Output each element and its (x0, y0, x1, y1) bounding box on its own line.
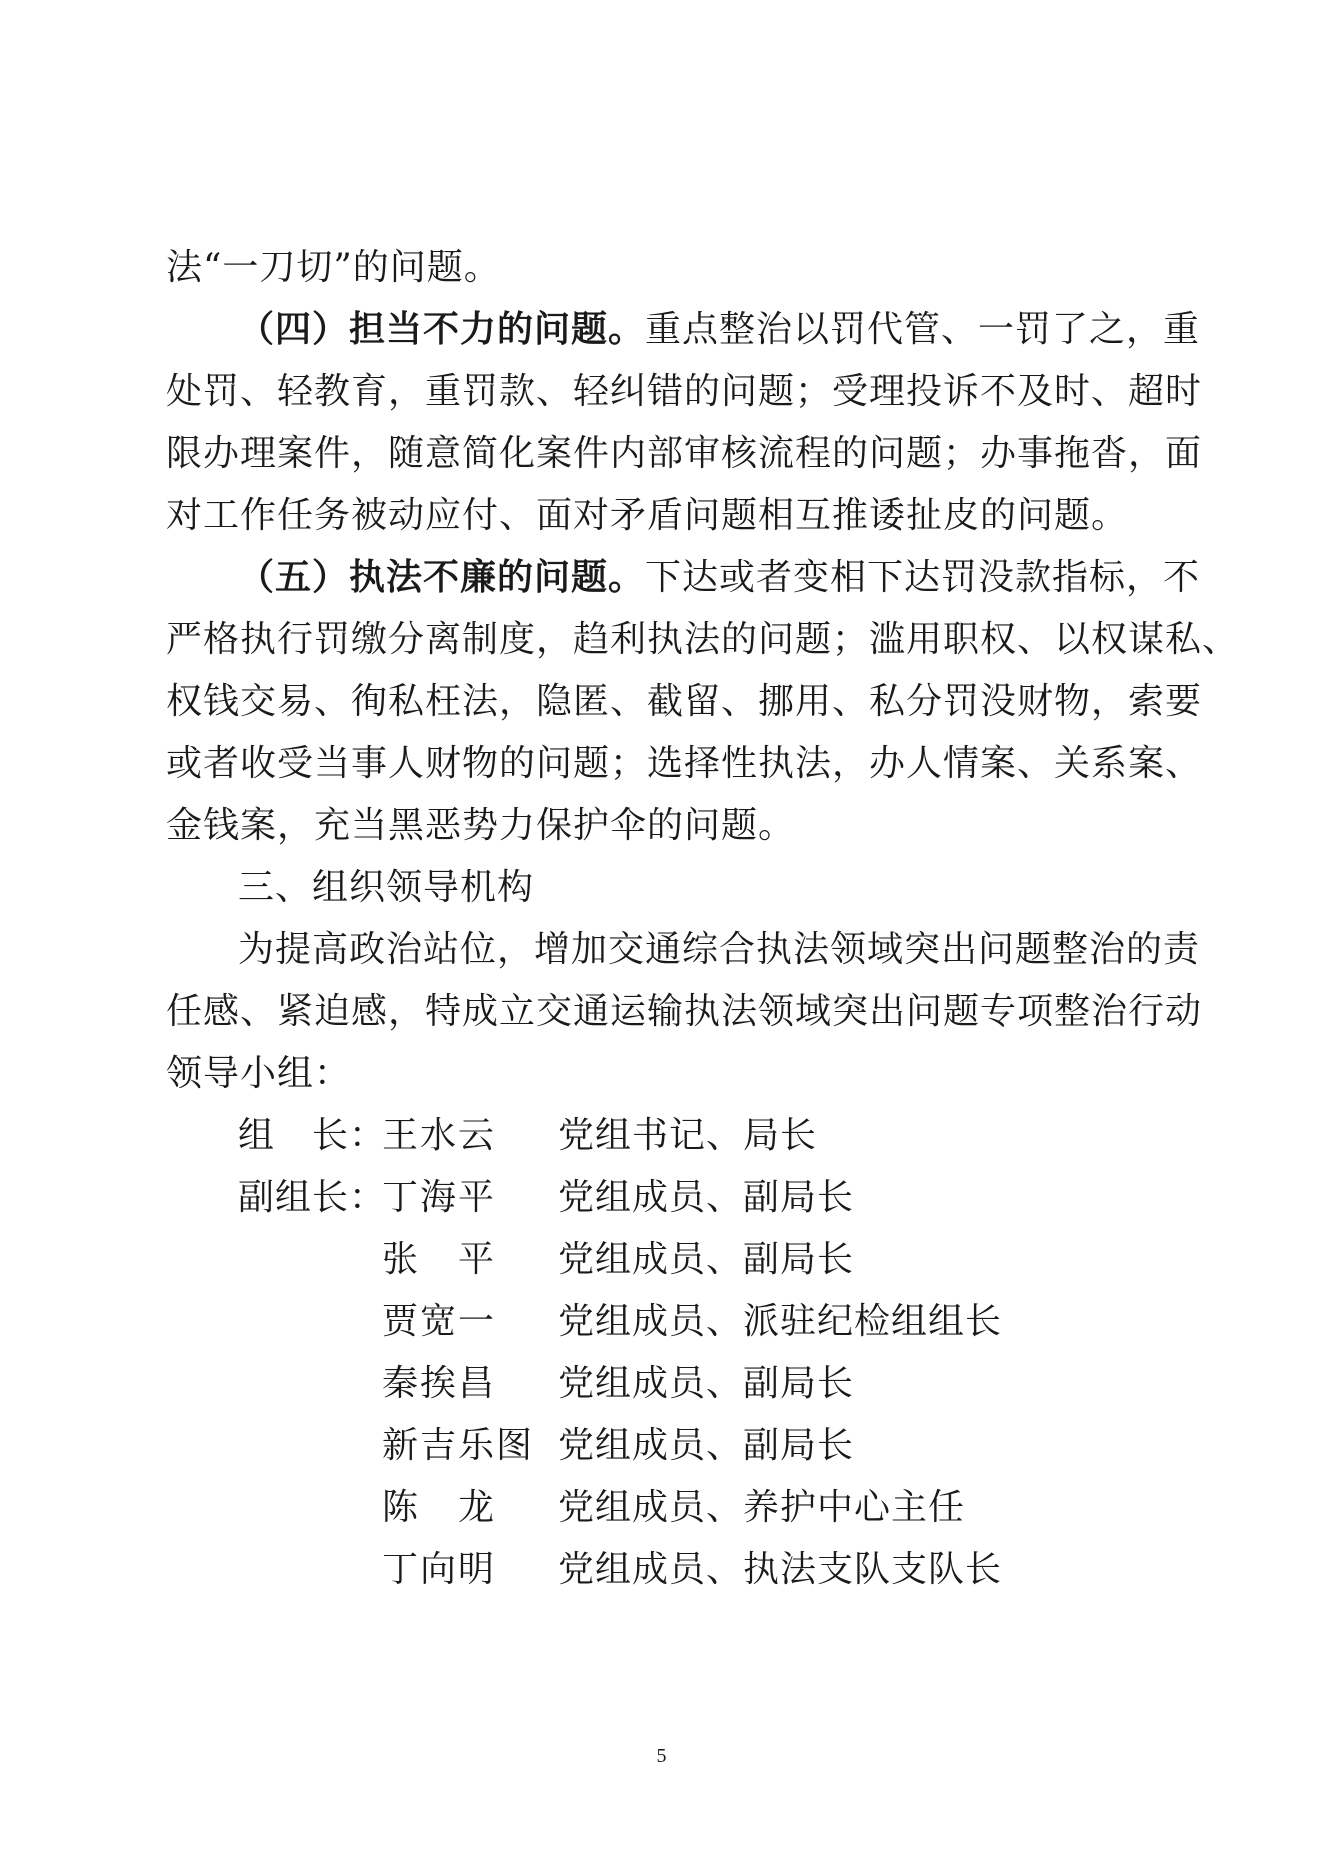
paragraph-line: 法“一刀切”的问题。 (166, 247, 501, 288)
member-list (166, 1105, 1166, 1601)
member-title: 党组成员、派驻纪检组组长 (558, 1301, 1003, 1342)
member-name: 陈 龙 (382, 1487, 497, 1528)
member-title: 党组成员、养护中心主任 (558, 1487, 966, 1528)
section-title: 三、组织领导机构 (238, 867, 535, 908)
paragraph-line: 金钱案，充当黑恶势力保护伞的问题。 (166, 805, 796, 846)
paragraph-text: 下达或者变相下达罚没款指标，不 (645, 557, 1201, 598)
member-role (166, 1229, 382, 1291)
member-title: 党组成员、执法支队支队长 (558, 1549, 1003, 1590)
member-title: 党组成员、副局长 (558, 1363, 855, 1404)
page-number: 5 (656, 1745, 667, 1767)
paragraph-line: 严格执行罚缴分离制度，趋利执法的问题；滥用职权、以权谋私、 (166, 619, 1240, 660)
member-row (166, 1167, 1166, 1229)
member-name: 王水云 (382, 1115, 497, 1156)
member-row (166, 1353, 1166, 1415)
member-name: 新吉乐图 (382, 1425, 535, 1466)
member-title: 党组书记、局长 (558, 1115, 818, 1156)
paragraph-line: 权钱交易、徇私枉法，隐匿、截留、挪用、私分罚没财物，索要 (166, 681, 1203, 722)
member-title: 党组成员、副局长 (558, 1239, 855, 1280)
paragraph-line: 对工作任务被动应付、面对矛盾问题相互推诿扯皮的问题。 (166, 495, 1129, 536)
member-row (166, 1539, 1166, 1601)
paragraph-line: 为提高政治站位，增加交通综合执法领域突出问题整治的责 (238, 929, 1201, 970)
member-role: 副组长： (238, 1177, 387, 1218)
member-role (166, 1353, 382, 1415)
section-heading-4: （四）担当不力的问题。 (238, 309, 646, 350)
paragraph-line (166, 299, 1201, 361)
member-row (166, 1477, 1166, 1539)
member-role (166, 1291, 382, 1353)
member-name: 张 平 (382, 1239, 497, 1280)
paragraph-line: 或者收受当事人财物的问题；选择性执法，办人情案、关系案、 (166, 743, 1203, 784)
member-title: 党组成员、副局长 (558, 1425, 855, 1466)
paragraph-line: 领导小组： (166, 1053, 352, 1094)
member-name: 贾宽一 (382, 1301, 497, 1342)
paragraph-line: 处罚、轻教育，重罚款、轻纠错的问题；受理投诉不及时、超时 (166, 371, 1203, 412)
section-heading-5: （五）执法不廉的问题。 (238, 557, 646, 598)
member-role: 组 长： (238, 1115, 387, 1156)
member-name: 丁海平 (382, 1177, 497, 1218)
member-role (166, 1415, 382, 1477)
member-title: 党组成员、副局长 (558, 1177, 855, 1218)
page-body (166, 237, 1240, 1601)
member-row (166, 1415, 1166, 1477)
member-role (166, 1477, 382, 1539)
member-row (166, 1229, 1166, 1291)
member-name: 丁向明 (382, 1549, 497, 1590)
member-name: 秦挨昌 (382, 1363, 497, 1404)
member-row (166, 1105, 1166, 1167)
paragraph-text: 重点整治以罚代管、一罚了之，重 (645, 309, 1201, 350)
paragraph-line: 限办理案件，随意简化案件内部审核流程的问题；办事拖沓，面 (166, 433, 1203, 474)
paragraph-line: 任感、紧迫感，特成立交通运输执法领域突出问题专项整治行动 (166, 991, 1203, 1032)
paragraph-line (166, 547, 1201, 609)
member-row (166, 1291, 1166, 1353)
member-role (166, 1539, 382, 1601)
